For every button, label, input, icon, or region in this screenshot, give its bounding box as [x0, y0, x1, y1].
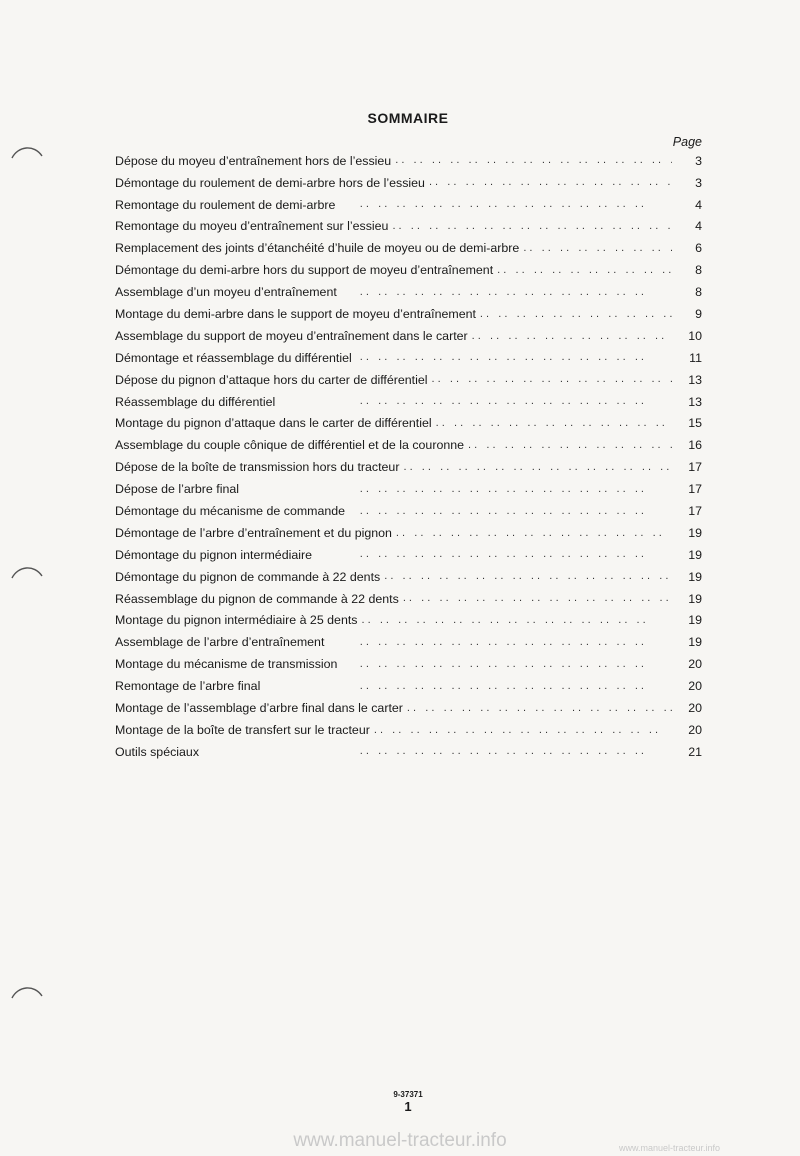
toc-entry-page: 19	[688, 569, 702, 584]
dot-leader	[203, 746, 672, 757]
dot-leader	[523, 243, 672, 254]
dot-leader	[403, 462, 672, 473]
dot-leader	[341, 287, 672, 298]
toc-entry-label: Assemblage d’un moyeu d’entraînement	[115, 285, 337, 300]
dot-leader	[243, 484, 672, 495]
punch-hole-mark	[8, 140, 48, 180]
toc-entry	[115, 391, 702, 413]
toc-entry	[115, 478, 702, 500]
dot-leader	[468, 440, 672, 451]
toc-entry	[115, 632, 702, 654]
toc-entry-page: 13	[688, 372, 702, 387]
dot-leader	[396, 528, 672, 539]
toc-entry	[115, 216, 702, 238]
toc-entry	[115, 194, 702, 216]
toc-entry-page: 16	[688, 438, 702, 453]
dot-leader	[264, 681, 672, 692]
toc-entry-label: Assemblage du support de moyeu d’entraînement dans le carter	[115, 328, 468, 343]
toc-entry-page: 17	[688, 482, 702, 497]
toc-entry-page: 20	[688, 679, 702, 694]
dot-leader	[403, 593, 672, 604]
toc-entry-page: 21	[688, 744, 702, 759]
toc-entry	[115, 741, 702, 763]
toc-entry	[115, 544, 702, 566]
dot-leader	[472, 331, 672, 342]
toc-entry-page: 4	[695, 219, 702, 234]
toc-entry-label: Démontage du pignon intermédiaire	[115, 547, 312, 562]
toc-entry-page: 3	[695, 153, 702, 168]
toc-entry-page: 11	[689, 350, 702, 365]
toc-entry-page: 19	[688, 547, 702, 562]
toc-entry-page: 17	[688, 460, 702, 475]
toc-entry-page: 8	[695, 263, 702, 278]
toc-entry-label: Outils spéciaux	[115, 744, 200, 759]
dot-leader	[392, 221, 672, 232]
dot-leader	[429, 177, 672, 188]
toc-entry-label: Démontage du mécanisme de commande	[115, 503, 346, 518]
dot-leader	[341, 659, 672, 670]
punch-hole-mark	[8, 980, 48, 1020]
page-column-header: Page	[672, 135, 702, 149]
toc-entry-label: Réassemblage du pignon de commande à 22 dents	[115, 591, 399, 606]
dot-leader	[339, 199, 672, 210]
toc-entry	[115, 588, 702, 610]
toc-entry-page: 20	[688, 722, 702, 737]
dot-leader	[480, 309, 672, 320]
toc-entry-page: 8	[695, 285, 702, 300]
toc-entry-page: 19	[688, 635, 702, 650]
toc-entry-page: 19	[688, 525, 702, 540]
page-title: SOMMAIRE	[367, 110, 449, 126]
dot-leader	[316, 549, 672, 560]
toc-entry	[115, 697, 702, 719]
document-reference: 9-37371	[393, 1090, 423, 1099]
toc-entry	[115, 347, 702, 369]
toc-entry-label: Dépose du pignon d’attaque hors du carter de différentiel	[115, 372, 428, 387]
toc-entry-label: Démontage du demi-arbre hors du support de moyeu d’entraînement	[115, 263, 494, 278]
toc-entry	[115, 719, 702, 741]
table-of-contents	[115, 150, 702, 763]
toc-entry	[115, 435, 702, 457]
toc-entry-label: Montage de l’assemblage d’arbre final dans le carter	[115, 701, 403, 715]
toc-entry-page: 6	[695, 241, 702, 256]
toc-entry	[115, 172, 702, 194]
toc-entry-page: 20	[688, 657, 702, 672]
dot-leader	[349, 506, 672, 517]
toc-entry	[115, 566, 702, 588]
toc-entry-page: 13	[688, 394, 702, 409]
toc-entry-label: Montage du mécanisme de transmission	[115, 657, 338, 672]
punch-hole-mark	[8, 560, 48, 600]
toc-entry	[115, 238, 702, 260]
page-number: 1	[404, 1099, 412, 1114]
toc-entry	[115, 610, 702, 632]
toc-entry	[115, 456, 702, 478]
dot-leader	[328, 637, 672, 648]
toc-entry	[115, 413, 702, 435]
toc-entry-page: 20	[688, 701, 702, 715]
toc-entry-page: 19	[688, 591, 702, 606]
watermark: www.manuel-tracteur.info	[293, 1130, 507, 1151]
toc-entry-label: Montage du pignon intermédiaire à 25 dents	[115, 613, 358, 628]
toc-entry	[115, 675, 702, 697]
toc-entry	[115, 369, 702, 391]
dot-leader	[384, 571, 672, 582]
toc-entry-page: 10	[688, 328, 702, 343]
dot-leader	[407, 703, 672, 714]
toc-entry	[115, 281, 702, 303]
toc-entry-page: 19	[688, 613, 702, 628]
toc-entry-label: Montage de la boîte de transfert sur le tracteur	[115, 722, 370, 737]
dot-leader	[432, 374, 672, 385]
toc-entry-label: Remontage du roulement de demi-arbre	[115, 197, 336, 212]
dot-leader	[374, 725, 672, 736]
toc-entry	[115, 259, 702, 281]
watermark-small: www.manuel-tracteur.info	[618, 1143, 720, 1153]
toc-entry-label: Démontage et réassemblage du différentiel	[115, 350, 352, 365]
toc-entry-label: Démontage du roulement de demi-arbre hors de l’essieu	[115, 175, 425, 190]
dot-leader	[395, 155, 672, 166]
dot-leader	[497, 265, 672, 276]
toc-entry-page: 15	[688, 416, 702, 431]
toc-entry-label: Remontage de l’arbre final	[115, 679, 261, 694]
dot-leader	[356, 352, 672, 363]
dot-leader	[436, 418, 672, 429]
toc-entry-page: 17	[688, 503, 702, 518]
dot-leader	[361, 615, 672, 626]
toc-entry-page: 9	[695, 306, 702, 321]
toc-entry	[115, 522, 702, 544]
toc-entry-label: Dépose de la boîte de transmission hors du tracteur	[115, 460, 400, 475]
toc-entry	[115, 325, 702, 347]
dot-leader	[279, 396, 672, 407]
toc-entry-label: Réassemblage du différentiel	[115, 394, 276, 409]
toc-entry-page: 3	[695, 175, 702, 190]
toc-entry-label: Remplacement des joints d’étanchéité d’huile de moyeu ou de demi-arbre	[115, 241, 520, 256]
toc-entry	[115, 500, 702, 522]
toc-entry-label: Montage du demi-arbre dans le support de moyeu d’entraînement	[115, 306, 476, 321]
toc-entry-label: Assemblage du couple cônique de différentiel et de la couronne	[115, 438, 465, 453]
toc-entry	[115, 150, 702, 172]
toc-entry-label: Démontage du pignon de commande à 22 dents	[115, 569, 381, 584]
toc-entry-label: Démontage de l’arbre d’entraînement et du pignon	[115, 525, 392, 540]
toc-entry-label: Dépose du moyeu d’entraînement hors de l’essieu	[115, 153, 392, 168]
toc-entry	[115, 653, 702, 675]
toc-entry-label: Montage du pignon d’attaque dans le carter de différentiel	[115, 416, 432, 431]
toc-entry-label: Assemblage de l’arbre d’entraînement	[115, 635, 325, 650]
toc-entry	[115, 303, 702, 325]
toc-entry-page: 4	[695, 197, 702, 212]
toc-entry-label: Remontage du moyeu d’entraînement sur l’essieu	[115, 219, 389, 234]
toc-entry-label: Dépose de l’arbre final	[115, 482, 239, 497]
